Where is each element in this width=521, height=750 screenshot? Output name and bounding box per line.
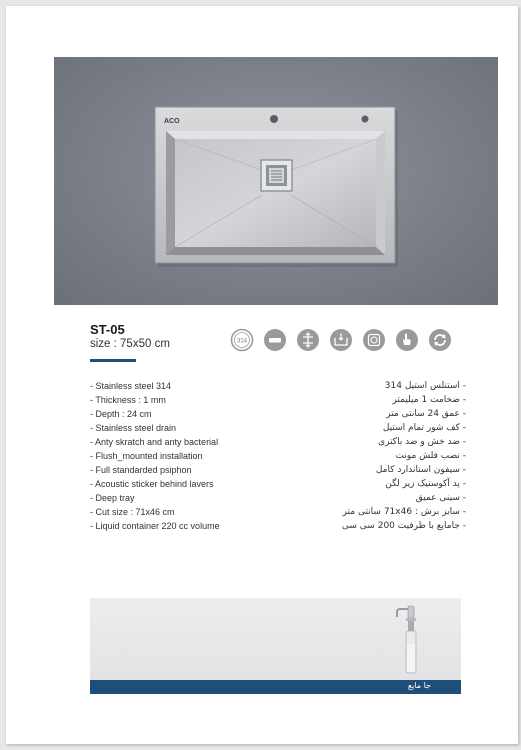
sink-illustration <box>54 57 498 305</box>
spec-item: - Deep tray <box>90 493 135 503</box>
spec-item: - Liquid container 220 cc volume <box>90 521 220 531</box>
product-model: ST-05 <box>90 322 125 337</box>
product-size: size : 75x50 cm <box>90 338 170 350</box>
hand-touch-icon <box>395 328 419 352</box>
spec-item: - Acoustic sticker behind lavers <box>90 479 214 489</box>
spec-item-fa: - پد آکوستیک زیر لگن <box>385 479 466 489</box>
recycle-icon <box>428 328 452 352</box>
spec-item: - Stainless steel drain <box>90 423 177 433</box>
depth-icon <box>296 328 320 352</box>
spec-item: - Full standarded psiphon <box>90 465 192 475</box>
thickness-icon <box>263 328 287 352</box>
product-image <box>54 57 498 305</box>
spec-item-fa: - عمق 24 سانتی متر <box>386 409 466 419</box>
spec-item-fa: - سایز برش : 71x46 سانتی متر <box>342 507 466 517</box>
spec-item-fa: - ضخامت 1 میلیمتر <box>392 395 466 405</box>
spec-item-fa: - نصب فلش مونت <box>395 451 466 461</box>
catalog-page <box>6 6 518 744</box>
anti-bacterial-icon <box>362 328 386 352</box>
drain-icon <box>329 328 353 352</box>
feature-icon-row <box>230 328 452 352</box>
specs-list-persian <box>296 379 466 533</box>
spec-item-fa: - جامایع با ظرفیت 200 سی سی <box>341 521 466 531</box>
brand-logo: ACO <box>164 118 180 125</box>
spec-item-fa: - کف شور تمام استیل <box>382 423 466 433</box>
specs-list-english <box>90 379 290 533</box>
spec-item-fa: - استنلس استیل 314 <box>384 381 466 391</box>
spec-item: - Depth : 24 cm <box>90 409 152 419</box>
spec-item: - Stainless steel 314 <box>90 381 172 391</box>
spec-item: - Flush_mounted installation <box>90 451 203 461</box>
stainless-314-icon <box>230 328 254 352</box>
spec-item-fa: - سیفون استاندارد کامل <box>375 465 466 475</box>
spec-item: - Cut size : 71x46 cm <box>90 507 175 517</box>
accessory-label: جا مایع <box>407 681 431 690</box>
soap-dispenser-illustration <box>90 598 461 680</box>
spec-item-fa: - سینی عمیق <box>415 493 466 503</box>
accessory-image <box>90 598 461 680</box>
spec-item: - Anty skratch and anty bacterial <box>90 437 219 447</box>
accent-rule <box>90 359 136 362</box>
stainless-314-label: 314 <box>236 338 248 345</box>
spec-item-fa: - ضد خش و ضد باکتری <box>378 437 466 447</box>
spec-item: - Thickness : 1 mm <box>90 395 166 405</box>
accessory-caption-bar <box>90 680 461 694</box>
